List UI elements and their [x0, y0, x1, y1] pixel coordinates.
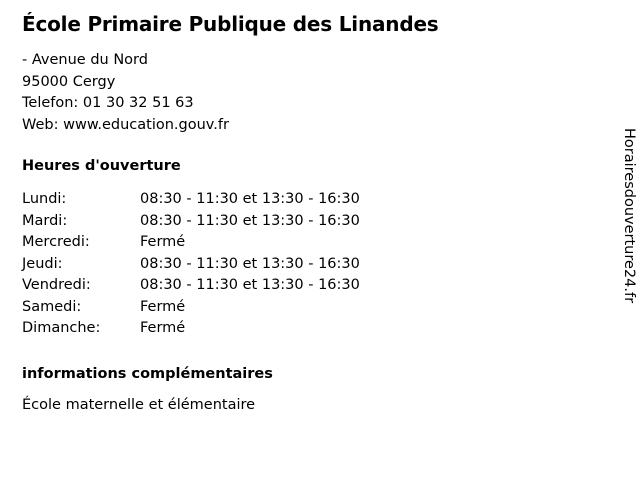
table-row	[22, 254, 360, 276]
hours-day-label: Mardi:	[22, 212, 68, 229]
main-content	[22, 0, 602, 416]
table-row	[22, 232, 360, 254]
table-row	[22, 211, 360, 233]
opening-hours-heading: Heures d'ouverture	[22, 158, 181, 174]
additional-info-heading: informations complémentaires	[22, 365, 273, 382]
table-row	[22, 297, 360, 319]
opening-hours-table	[22, 189, 360, 340]
table-row	[22, 275, 360, 297]
address-phone: Telefon: 01 30 32 51 63	[22, 95, 194, 111]
table-row	[22, 318, 360, 340]
hours-day-value: 08:30 - 11:30 et 13:30 - 16:30	[140, 277, 360, 293]
hours-day-value: Fermé	[140, 234, 186, 250]
additional-info-text: École maternelle et élémentaire	[22, 396, 256, 413]
hours-day-value: 08:30 - 11:30 et 13:30 - 16:30	[140, 212, 360, 229]
hours-day-label: Samedi:	[22, 298, 82, 315]
hours-day-value: Fermé	[140, 320, 186, 336]
table-row	[22, 189, 360, 211]
hours-day-label: Mercredi:	[22, 234, 90, 250]
hours-day-label: Dimanche:	[22, 320, 101, 336]
page-title: École Primaire Publique des Linandes	[22, 12, 439, 36]
site-watermark-label: Horairesdouverture24.fr	[621, 128, 637, 304]
hours-day-label: Vendredi:	[22, 277, 91, 293]
address-street: - Avenue du Nord	[22, 52, 148, 68]
address-web: Web: www.education.gouv.fr	[22, 116, 229, 133]
hours-day-value: 08:30 - 11:30 et 13:30 - 16:30	[140, 255, 360, 272]
address-block	[22, 50, 602, 136]
site-watermark	[614, 0, 640, 480]
hours-day-value: Fermé	[140, 298, 186, 315]
address-city: 95000 Cergy	[22, 73, 116, 90]
hours-day-label: Lundi:	[22, 191, 67, 207]
hours-day-label: Jeudi:	[22, 255, 63, 272]
hours-day-value: 08:30 - 11:30 et 13:30 - 16:30	[140, 191, 360, 207]
